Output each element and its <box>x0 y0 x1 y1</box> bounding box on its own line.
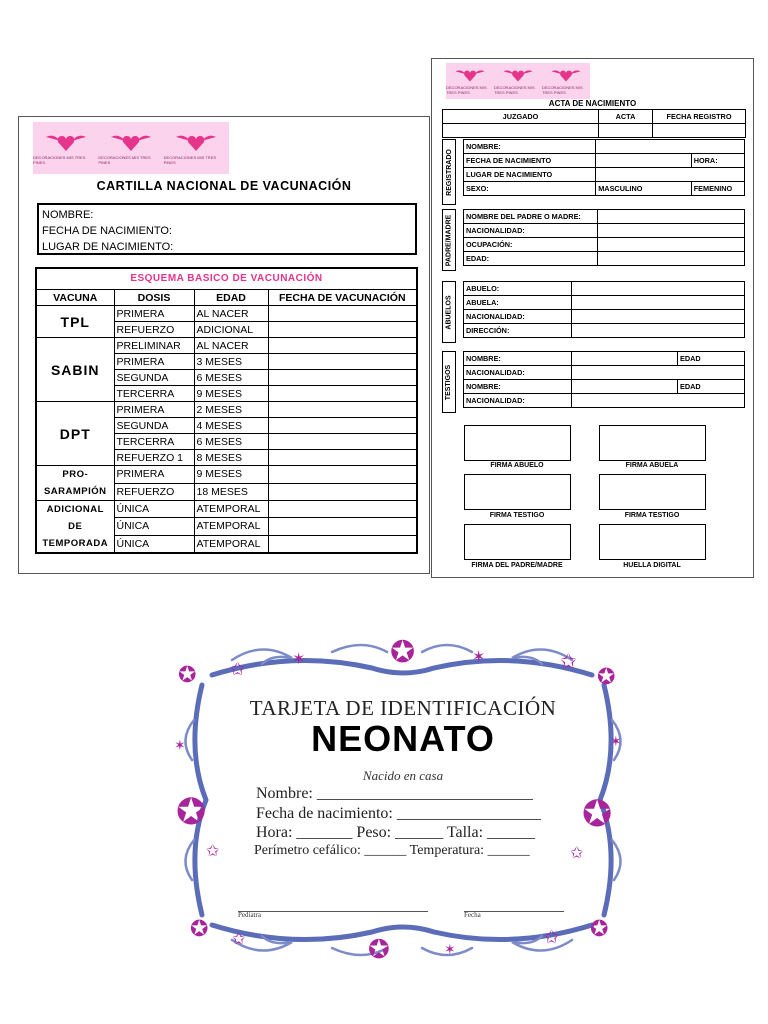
act-header: ACTA <box>599 110 653 124</box>
abuelos-table <box>463 281 745 338</box>
witness2-name-label: NOMBRE: <box>464 380 572 394</box>
dose-cell: SEGUNDA <box>114 370 194 386</box>
dose-cell: PRIMERA <box>114 466 194 484</box>
grandfather-signature-box[interactable] <box>464 425 571 461</box>
parent-nationality-label: NACIONALIDAD: <box>464 224 598 238</box>
witness1-signature-label: FIRMA TESTIGO <box>489 512 545 519</box>
vaccine-pro-sarampion <box>36 466 114 501</box>
name-label: NOMBRE: <box>464 140 596 154</box>
age-cell: 6 MESES <box>194 370 268 386</box>
vaccine-pro-line1: PRO- <box>62 469 89 480</box>
vaccination-card <box>18 116 430 574</box>
age-cell: ATEMPORAL <box>194 518 268 535</box>
birth-place-label: LUGAR DE NACIMIENTO: <box>42 241 174 253</box>
table-row <box>36 338 417 354</box>
testigos-side-label: TESTIGOS <box>442 351 456 413</box>
parent-name-label: NOMBRE DEL PADRE O MADRE: <box>464 210 598 224</box>
witness2-signature-label: FIRMA TESTIGO <box>624 512 680 519</box>
pediatrician-label: Pediatra <box>238 911 261 919</box>
birth-date-label: FECHA DE NACIMIENTO <box>464 154 596 168</box>
witness2-age-label: EDAD <box>678 380 745 394</box>
star-icon: ✩ <box>560 651 577 673</box>
star-icon: ✪ <box>176 791 207 832</box>
witness1-signature-box[interactable] <box>464 474 571 510</box>
parent-age-label: EDAD: <box>464 252 598 266</box>
vaccine-dpt: DPT <box>36 402 114 466</box>
vaccine-adic-line3: TEMPORADA <box>42 538 109 549</box>
grandparents-nationality-field[interactable] <box>572 310 745 324</box>
star-icon: ✶ <box>610 733 622 749</box>
date-cell[interactable] <box>268 354 417 370</box>
header-vaccination-date: FECHA DE VACUNACIÓN <box>268 290 417 306</box>
star-icon: ✩ <box>544 927 560 947</box>
fingerprint-box[interactable] <box>599 524 706 560</box>
logo-strip <box>446 63 590 99</box>
padre-madre-side-label: PADRE/MADRE <box>442 209 456 271</box>
dose-cell: TERCERRA <box>114 434 194 450</box>
neonate-hour-weight-height-line[interactable]: Hora: _______ Peso: ______ Talla: ______ <box>256 824 536 841</box>
birth-date-label: FECHA DE NACIMIENTO: <box>42 225 172 237</box>
date-cell[interactable] <box>268 338 417 354</box>
neonate-heading: TARJETA DE IDENTIFICACIÓN <box>249 696 557 720</box>
star-icon: ✪ <box>590 916 609 941</box>
star-icon: ✪ <box>368 934 390 964</box>
age-cell: 9 MESES <box>194 466 268 484</box>
vaccine-sabin: SABIN <box>36 338 114 402</box>
dose-cell: PRIMERA <box>114 402 194 418</box>
winged-heart-logo: DECORACIONES MIS TRES PINES <box>164 131 229 165</box>
dose-cell: TERCERRA <box>114 386 194 402</box>
vaccination-card-title: CARTILLA NACIONAL DE VACUNACIÓN <box>96 179 352 193</box>
witness1-name-field[interactable] <box>572 352 678 366</box>
registrado-side-label: REGISTRADO <box>442 139 456 205</box>
dose-cell: REFUERZO <box>114 322 194 338</box>
address-label: DIRECCIÓN: <box>464 324 572 338</box>
date-cell[interactable] <box>268 535 417 553</box>
sex-label: SEXO: <box>464 182 596 196</box>
winged-heart-logo: DECORACIONES MIS TRES PINES <box>446 67 494 95</box>
address-field[interactable] <box>572 324 745 338</box>
winged-heart-logo: DECORACIONES MIS TRES PINES <box>98 131 163 165</box>
dose-cell: REFUERZO 1 <box>114 450 194 466</box>
vaccination-schedule-table <box>35 267 418 554</box>
male-option[interactable]: MASCULINO <box>596 182 691 196</box>
scheme-title: ESQUEMA BASICO DE VACUNACIÓN <box>36 268 417 290</box>
table-row <box>36 466 417 484</box>
vaccine-adic-line2: DE <box>68 521 83 532</box>
court-field[interactable] <box>443 124 599 138</box>
abuelos-side-label: ABUELOS <box>442 281 456 343</box>
dose-cell: PRIMERA <box>114 306 194 322</box>
star-icon: ✶ <box>472 649 486 666</box>
date-cell[interactable] <box>268 466 417 484</box>
header-dose: DOSIS <box>114 290 194 306</box>
star-icon: ✪ <box>390 636 416 669</box>
star-icon: ✪ <box>597 664 616 689</box>
registry-header-table <box>442 109 746 138</box>
star-icon: ✶ <box>444 941 456 957</box>
name-field[interactable] <box>596 140 745 154</box>
dose-cell: ÚNICA <box>114 535 194 553</box>
witness1-name-label: NOMBRE: <box>464 352 572 366</box>
neonate-subtitle: Nacido en casa <box>362 768 444 783</box>
star-icon: ✪ <box>178 662 197 687</box>
star-icon: ✩ <box>206 843 220 860</box>
age-cell: 6 MESES <box>194 434 268 450</box>
star-icon: ✩ <box>230 659 246 679</box>
registration-date-header: FECHA REGISTRO <box>653 110 746 124</box>
table-row <box>36 306 417 322</box>
date-cell[interactable] <box>268 306 417 322</box>
dose-cell: PRIMERA <box>114 354 194 370</box>
grandmother-signature-box[interactable] <box>599 425 706 461</box>
witness1-nationality-label: NACIONALIDAD: <box>464 366 572 380</box>
date-label: Fecha <box>464 911 481 919</box>
star-icon: ✪ <box>582 793 613 834</box>
logo-strip <box>33 122 229 174</box>
witness1-nationality-field[interactable] <box>572 366 745 380</box>
date-cell[interactable] <box>268 418 417 434</box>
grandmother-label: ABUELA: <box>464 296 572 310</box>
age-cell: AL NACER <box>194 338 268 354</box>
age-cell: 2 MESES <box>194 402 268 418</box>
female-option[interactable]: FEMENINO <box>691 182 744 196</box>
name-label: NOMBRE: <box>42 209 94 221</box>
star-icon: ✪ <box>190 916 209 941</box>
age-cell: 3 MESES <box>194 354 268 370</box>
date-cell[interactable] <box>268 402 417 418</box>
date-cell[interactable] <box>268 434 417 450</box>
age-cell: 8 MESES <box>194 450 268 466</box>
pediatrician-signature-line[interactable] <box>238 911 428 912</box>
vaccine-adicional-temporada <box>36 501 114 554</box>
grandmother-signature-label: FIRMA ABUELA <box>625 462 679 469</box>
birth-place-field[interactable] <box>596 168 745 182</box>
hour-label: HORA: <box>691 154 744 168</box>
date-cell[interactable] <box>268 370 417 386</box>
grandfather-signature-label: FIRMA ABUELO <box>490 462 544 469</box>
header-vaccine: VACUNA <box>36 290 114 306</box>
dose-cell: SEGUNDA <box>114 418 194 434</box>
age-cell: ADICIONAL <box>194 322 268 338</box>
registration-date-field[interactable] <box>653 124 746 138</box>
date-cell[interactable] <box>268 483 417 501</box>
vaccine-tpl: TPL <box>36 306 114 338</box>
parent-occupation-label: OCUPACIÓN: <box>464 238 598 252</box>
header-age: EDAD <box>194 290 268 306</box>
act-field[interactable] <box>599 124 653 138</box>
vaccine-adic-line1: ADICIONAL <box>46 504 104 515</box>
parent-signature-box[interactable] <box>464 524 571 560</box>
parent-nationality-field[interactable] <box>598 224 745 238</box>
witness2-name-field[interactable] <box>572 380 678 394</box>
birth-record-title: ACTA DE NACIMIENTO <box>548 99 637 108</box>
neonate-title: NEONATO <box>311 718 495 759</box>
neonate-id-card <box>172 630 634 970</box>
court-header: JUZGADO <box>443 110 599 124</box>
padre-madre-table <box>463 209 745 266</box>
date-cell[interactable] <box>268 518 417 535</box>
parent-name-field[interactable] <box>598 210 745 224</box>
grandfather-label: ABUELO: <box>464 282 572 296</box>
grandmother-field[interactable] <box>572 296 745 310</box>
neonate-birth-line[interactable]: Fecha de nacimiento: __________________ <box>256 805 541 822</box>
witness2-nationality-label: NACIONALIDAD: <box>464 394 572 408</box>
star-icon: ✶ <box>174 737 186 753</box>
birth-place-label: LUGAR DE NACIMIENTO <box>464 168 596 182</box>
star-icon: ✶ <box>292 651 306 668</box>
registrado-table <box>463 139 745 196</box>
age-cell: 9 MESES <box>194 386 268 402</box>
birth-date-field[interactable] <box>596 154 691 168</box>
table-row <box>36 402 417 418</box>
age-cell: 18 MESES <box>194 483 268 501</box>
date-cell[interactable] <box>268 322 417 338</box>
parent-age-field[interactable] <box>598 252 745 266</box>
date-cell[interactable] <box>268 501 417 518</box>
witness2-signature-box[interactable] <box>599 474 706 510</box>
grandfather-field[interactable] <box>572 282 745 296</box>
witness1-age-label: EDAD <box>678 352 745 366</box>
table-row <box>36 501 417 518</box>
age-cell: ATEMPORAL <box>194 501 268 518</box>
winged-heart-logo: DECORACIONES MIS TRES PINES <box>542 67 590 95</box>
age-cell: ATEMPORAL <box>194 535 268 553</box>
patient-info-box <box>37 203 417 255</box>
parent-signature-label: FIRMA DEL PADRE/MADRE <box>471 562 563 569</box>
star-icon: ✩ <box>232 931 246 948</box>
dose-cell: ÚNICA <box>114 501 194 518</box>
age-cell: 4 MESES <box>194 418 268 434</box>
parent-occupation-field[interactable] <box>598 238 745 252</box>
vaccine-pro-line2: SARAMPIÓN <box>43 486 107 497</box>
fingerprint-label: HUELLA DIGITAL <box>623 562 681 569</box>
winged-heart-logo: DECORACIONES MIS TRES PINES <box>33 131 98 165</box>
dose-cell: ÚNICA <box>114 518 194 535</box>
neonate-name-line[interactable]: Nombre: ___________________________ <box>256 785 533 802</box>
date-cell[interactable] <box>268 386 417 402</box>
neonate-head-temperature-line[interactable]: Perímetro cefálico: ______ Temperatura: ______ <box>254 843 530 858</box>
date-cell[interactable] <box>268 450 417 466</box>
dose-cell: REFUERZO <box>114 483 194 501</box>
star-icon: ✩ <box>570 845 584 862</box>
dose-cell: PRELIMINAR <box>114 338 194 354</box>
birth-record-card <box>431 58 754 578</box>
witness2-nationality-field[interactable] <box>572 394 745 408</box>
winged-heart-logo: DECORACIONES MIS TRES PINES <box>494 67 542 95</box>
age-cell: AL NACER <box>194 306 268 322</box>
grandparents-nationality-label: NACIONALIDAD: <box>464 310 572 324</box>
testigos-table <box>463 351 745 408</box>
